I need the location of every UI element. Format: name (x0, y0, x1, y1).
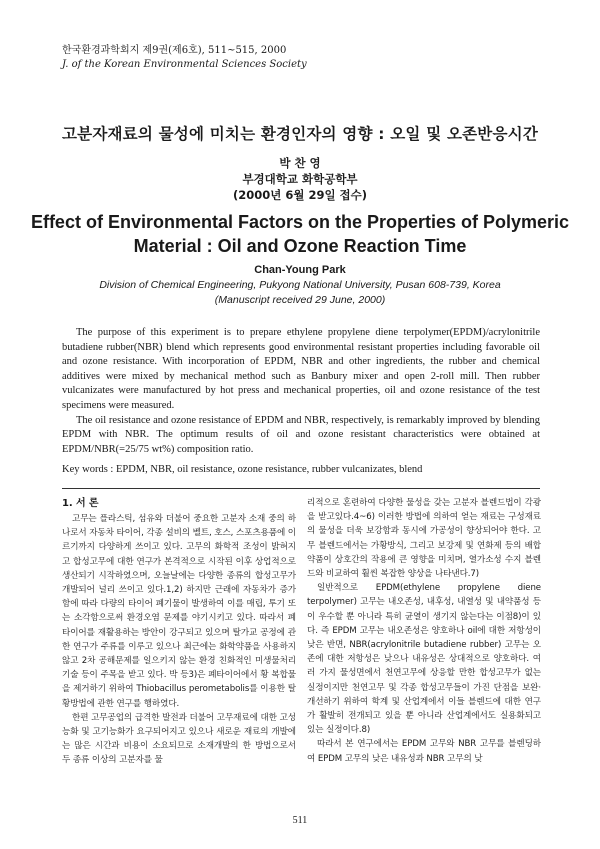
keywords: Key words : EPDM, NBR, oil resistance, ozone resistance, rubber vulcanizates, blend (62, 464, 423, 475)
section-heading-introduction: 1. 서 론 (62, 498, 99, 509)
author-name-english: Chan-Young Park (254, 264, 346, 276)
received-date-english: (Manuscript received 29 June, 2000) (214, 294, 386, 306)
body-paragraph: 일반적으로 EPDM(ethylene propylene diene terpolymer) 고무는 내오존성, 내후성, 내열성 및 내약품성 등이 우수할 뿐 아니라 특히 균열이 생기지 않는다는 이점8)이 있다. 즉 EPDM 고무는 내오존성은 양호하나 oil에 대한 저항성이 낮은 반면, NBR(acrylonitrile butadiene rubber) 고무는 오존에 대한 저항성은 낮으나 내유성은 상대적으로 양호하다. 여러 가지 물성면에서 천연고무에 상응할 만한 합성고무가 없는 실정이지만 천연고무 및 각종 합성고무들이 가진 단점을 보완·개선하기 위하여 학계 및 산업계에서 이들 블렌드에 대한 연구가 활발히 전개되고 있을 뿐 아니라 산업계에서도 실용화되고 있는 실정이다.8) (307, 583, 541, 736)
abstract (62, 326, 540, 457)
affiliation-english: Division of Chemical Engineering, Pukyong National University, Pusan 608-739, Korea (99, 279, 501, 291)
author-name-korean: 박 찬 영 (279, 156, 321, 170)
body-paragraph: 한편 고무공업의 급격한 발전과 더불어 고무재료에 대한 고성능화 및 고기능화가 요구되어지고 있으나 새로운 재료의 개발에는 많은 시간과 비용이 소요되므로 소재개발의 한 방법으로서 두 종류 이상의 고분자를 물 (62, 712, 296, 766)
body-paragraph: 고무는 플라스틱, 섬유와 더불어 중요한 고분자 소재 중의 하나로서 자동차 타이어, 각종 설비의 벨트, 호스, 스포츠용품에 이르기까지 다양하게 쓰이고 있다. 고무의 화학적 조성이 밝혀지고 합성고무에 대한 연구가 본격적으로 시작된 이후 상업적으로 생산되기 시작하였으며, 오늘날에는 다양한 종류의 합성고무가 개발되어 널리 쓰이고 있다.1,2) 하지만 근래에 자동차가 증가함에 따라 다량의 타이어 폐기물이 발생하여 이를 매립, 투기 또는 소각함으로써 환경오염 문제를 야기시키고 있다. 따라서 폐타이어를 재활용하는 방안이 강구되고 있으며 탈가교 공정에 관한 연구가 주류를 이루고 있으나 최근에는 화학약품을 사용하지 않고 2차 공해문제를 일으키지 않는 환경 친화적인 미생물처리 기술 등이 주목을 받고 있다. 박 등3)은 폐타이어에서 황 복합물을 제거하기 위하여 Thiobacillus perometabolis를 이용한 탈황방법에 관한 연구를 행하였다. (62, 514, 296, 709)
received-date-korean: (2000년 6월 29일 접수) (232, 188, 368, 202)
page-number: 511 (292, 815, 308, 826)
abstract-paragraph-1: The purpose of this experiment is to prepare ethylene propylene diene terpolymer(EPDM)/acrylonitrile butadiene rubber(NBR) blend which represents good environmental resistant properties including favorable oil and ozone resistance. With incorporation of EPDM, NBR and other ingredients, the rubber and chemical additives were mixed by mechanical method such as Banbury mixer and open 2-roll mill. Then rubber vulcanizates were manufactured by hot press and mechanical properties, oil and ozone resistance of the test specimens were measured. (62, 327, 540, 411)
section-divider (62, 488, 540, 489)
affiliation-korean: 부경대학교 화학공학부 (242, 172, 358, 186)
journal-citation-ko: 한국환경과학회지 제9권(제6호), 511~515, 2000 (62, 45, 287, 56)
journal-name-en: J. of the Korean Environmental Sciences Society (62, 59, 307, 70)
body-paragraph: 따라서 본 연구에서는 EPDM 고무와 NBR 고무를 블렌딩하여 EPDM 고무의 낮은 내유성과 NBR 고무의 낮 (307, 739, 541, 764)
title-english: Effect of Environmental Factors on the Properties of Polymeric Material : Oil and Ozone Reaction Time (30, 212, 570, 256)
abstract-paragraph-2: The oil resistance and ozone resistance of EPDM and NBR, respectively, is remarkably improved by blending EPDM with NBR. The optimum results of oil and ozone resistant characteristics were obtained at EPDM/NBR(=25/75 wt%) composition ratio. (62, 414, 540, 455)
author-block-english (0, 263, 600, 308)
journal-header (62, 44, 307, 72)
body-column-right (307, 496, 541, 766)
title-korean: 고분자재료의 물성에 미치는 환경인자의 영향 : 오일 및 오존반응시간 (61, 125, 538, 143)
author-block-korean (0, 155, 600, 203)
body-paragraph: 리적으로 혼련하여 다양한 물성을 갖는 고분자 블렌드법이 각광을 받고있다.4~6) 이러한 방법에 의하여 얻는 재료는 구성재료의 물성을 더욱 보강함과 동시에 가공성이 향상되어야 한다. 고무 블렌드에서는 가황방식, 그리고 보강제 및 연화제 등의 배합약품이 상호간의 작용에 큰 영향을 미치며, 열가소성 수지 블렌드와 비교하여 훨씬 복잡한 양상을 나타낸다.7) (307, 498, 541, 580)
body-column-left (62, 496, 296, 768)
